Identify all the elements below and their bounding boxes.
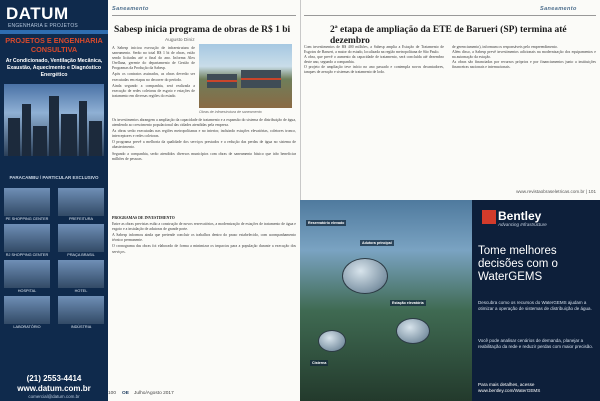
datum-logo-text: DATUM — [6, 4, 69, 23]
thumb-label: INDÚSTRIA — [70, 325, 92, 329]
article-byline: Augusto Diniz — [165, 38, 195, 43]
thumb-label: PE SHOPPING CENTER — [5, 217, 49, 221]
bentley-logo-text: Bentley — [498, 209, 542, 223]
thumb-image — [58, 224, 104, 252]
paragraph: Além disso, a Sabesp prevê investimentos adicionais na modernização dos equipamentos e na automação da estação. — [452, 50, 596, 60]
article-intro — [112, 46, 195, 114]
thumb-image — [4, 296, 50, 324]
scene-label: Adutora principal — [362, 241, 392, 245]
thumb-label: RJ SHOPPING CENTER — [5, 253, 49, 257]
thumb-image — [4, 260, 50, 288]
scene-label: Estação elevatória — [392, 301, 424, 305]
paragraph: Segundo a companhia, serão atendidos diversos municípios com obras de saneamento básico que irão beneficiar milhões de pessoas. — [112, 151, 296, 161]
paragraph: O projeto de ampliação teve início no ano passado e contempla novos decantadores, tanques de aeração e sistemas de tratamento de lodo. — [304, 65, 444, 75]
paragraph: O cronograma das obras foi elaborado de forma a minimizar os impactos para a população durante a execução dos serviços. — [112, 244, 296, 254]
article-headline: 2ª etapa de ampliação da ETE de Barueri (SP) termina até dezembro — [330, 25, 567, 46]
issue-date: Julho/Agosto 2017 — [134, 391, 174, 396]
thumb-image — [58, 188, 104, 216]
paragraph: A Sabesp iniciou execução de infraestrutura de saneamento. Serão no total R$ 1 bi de obras, estão sendo licitadas até o final do ano. Informa Alex Orellana, gerente do departamento de Gestão de Programas da Produção da Sabesp. — [112, 46, 195, 71]
watergems-illustration — [300, 200, 472, 401]
ad-city-photo — [4, 84, 104, 156]
page-footer — [108, 390, 298, 399]
paragraph: Entre as obras previstas estão a construção de novos reservatórios, a modernização de estações de tratamento de água e esgoto e a instalação de adutoras de grande porte. — [112, 222, 296, 232]
magazine-name: OE — [122, 391, 129, 396]
datum-logo-subtitle: ENGENHARIA E PROJETOS — [8, 23, 78, 29]
thumb-label: LABORATÓRIO — [13, 325, 41, 329]
paragraph: As obras serão executadas nas regiões metropolitanas e no interior, incluindo estações elevatórias, coletores tronco, interceptores e redes coletoras. — [112, 129, 296, 139]
datum-logo — [6, 4, 102, 30]
thumb-label: HOTEL — [74, 289, 88, 293]
reservoir-tank — [318, 330, 346, 352]
article-photo — [199, 44, 292, 108]
paragraph: Os investimentos abrangem a ampliação da capacidade de tratamento e a expansão do sistema de distribuição de água, atendendo ao crescimento populacional das cidades atendidas pela empresa. — [112, 118, 296, 128]
page-number: 100 — [108, 391, 117, 396]
page-footer: www.revistaobraseletricas.com.br | 101 — [516, 189, 596, 194]
article-headline: Sabesp inicia programa de obras de R$ 1 bi — [114, 25, 291, 35]
thumb-image — [4, 188, 50, 216]
ad-call-to-action[interactable]: Para mais detalhes, acesse www.bentley.com/WaterGEMS — [478, 382, 541, 393]
ad-body-text: Você pode analisar cenários de demanda, planejar a reabilitação da rede e reduzir perdas com maior precisão. — [478, 338, 594, 349]
reservoir-tank — [342, 258, 388, 294]
datum-advertisement — [0, 0, 108, 401]
thumb-label: HOSPITAL — [17, 289, 37, 293]
scene-label: Reservatório elevado — [308, 221, 345, 225]
paragraph: A Sabesp informou ainda que pretende concluir os trabalhos dentro do prazo estabelecido, com acompanhamento técnico permanente. — [112, 233, 296, 243]
paragraph: Com investimentos de R$ 400 milhões, a Sabesp amplia a Estação de Tratamento de Esgotos de Barueri, a maior do estado, localizada na região metropolitana de São Paulo. — [304, 45, 444, 55]
paragraph: Ainda segundo a companhia, será realizada a execução de redes coletoras de esgoto e estações de tratamento em diversas regiões do estado. — [112, 83, 195, 98]
section-label: Saneamento — [112, 6, 149, 12]
ad-photo-caption: PARACAMBU / PARTICULAR EXCLUSIVO — [9, 175, 99, 180]
article-body-column-1 — [304, 45, 444, 183]
ad-email: comercial@datum.com.br — [28, 394, 80, 399]
section-label: Saneamento — [540, 6, 577, 12]
photo-caption: Obras de infraestrutura de saneamento — [199, 110, 262, 114]
reservoir-tank — [396, 318, 430, 344]
paragraph: O programa prevê a melhoria da qualidade dos serviços prestados e a redução das perdas de água no sistema de abastecimento. — [112, 140, 296, 150]
scene-label: Cisterna — [312, 361, 327, 365]
ad-phone: (21) 2553-4414 — [26, 374, 82, 383]
paragraph: A obra, que prevê o aumento da capacidade de tratamento, será concluída até dezembro deste ano, segundo a companhia. — [304, 55, 444, 65]
ad-body-text: Descubra como os recursos do WaterGEMS ajudam a otimizar a operação de sistemas de distribuição de água. — [478, 300, 592, 311]
article-body — [112, 118, 296, 214]
paragraph: As obras são financiadas por recursos próprios e por financiamentos junto a instituições financeiras nacionais e internacionais. — [452, 60, 596, 70]
ad-stripe — [0, 30, 108, 34]
bentley-tagline: Advancing Infrastructure — [498, 222, 547, 227]
section-rule — [112, 15, 296, 16]
thumb-image — [58, 296, 104, 324]
article-subhead: PROGRAMAS DE INVESTIMENTO — [112, 216, 175, 220]
thumb-image — [58, 260, 104, 288]
ad-headline: Tome melhores decisões com o WaterGEMS — [478, 245, 558, 283]
article-body-column-2 — [452, 45, 596, 183]
paragraph: de gerenciamento), informam os responsáveis pelo empreendimento. — [452, 45, 558, 49]
thumb-image — [4, 224, 50, 252]
article-body-continued — [112, 216, 296, 384]
ad-services: Ar Condicionado, Ventilação Mecânica, Exaustão, Aquecimento e Diagnóstico Energético — [5, 58, 103, 78]
thumb-label: PRAÇA BRASIL — [67, 253, 95, 257]
paragraph: Após os contratos assinados, as obras deverão ser executadas em etapas no decorrer do período. — [112, 72, 195, 82]
thumb-label: PREFEITURA — [68, 217, 94, 221]
ad-website: www.datum.com.br — [17, 384, 91, 393]
section-rule — [304, 15, 596, 16]
bentley-logo-icon — [482, 210, 496, 224]
ad-headline: PROJETOS E ENGENHARIA CONSULTIVA — [5, 36, 103, 54]
